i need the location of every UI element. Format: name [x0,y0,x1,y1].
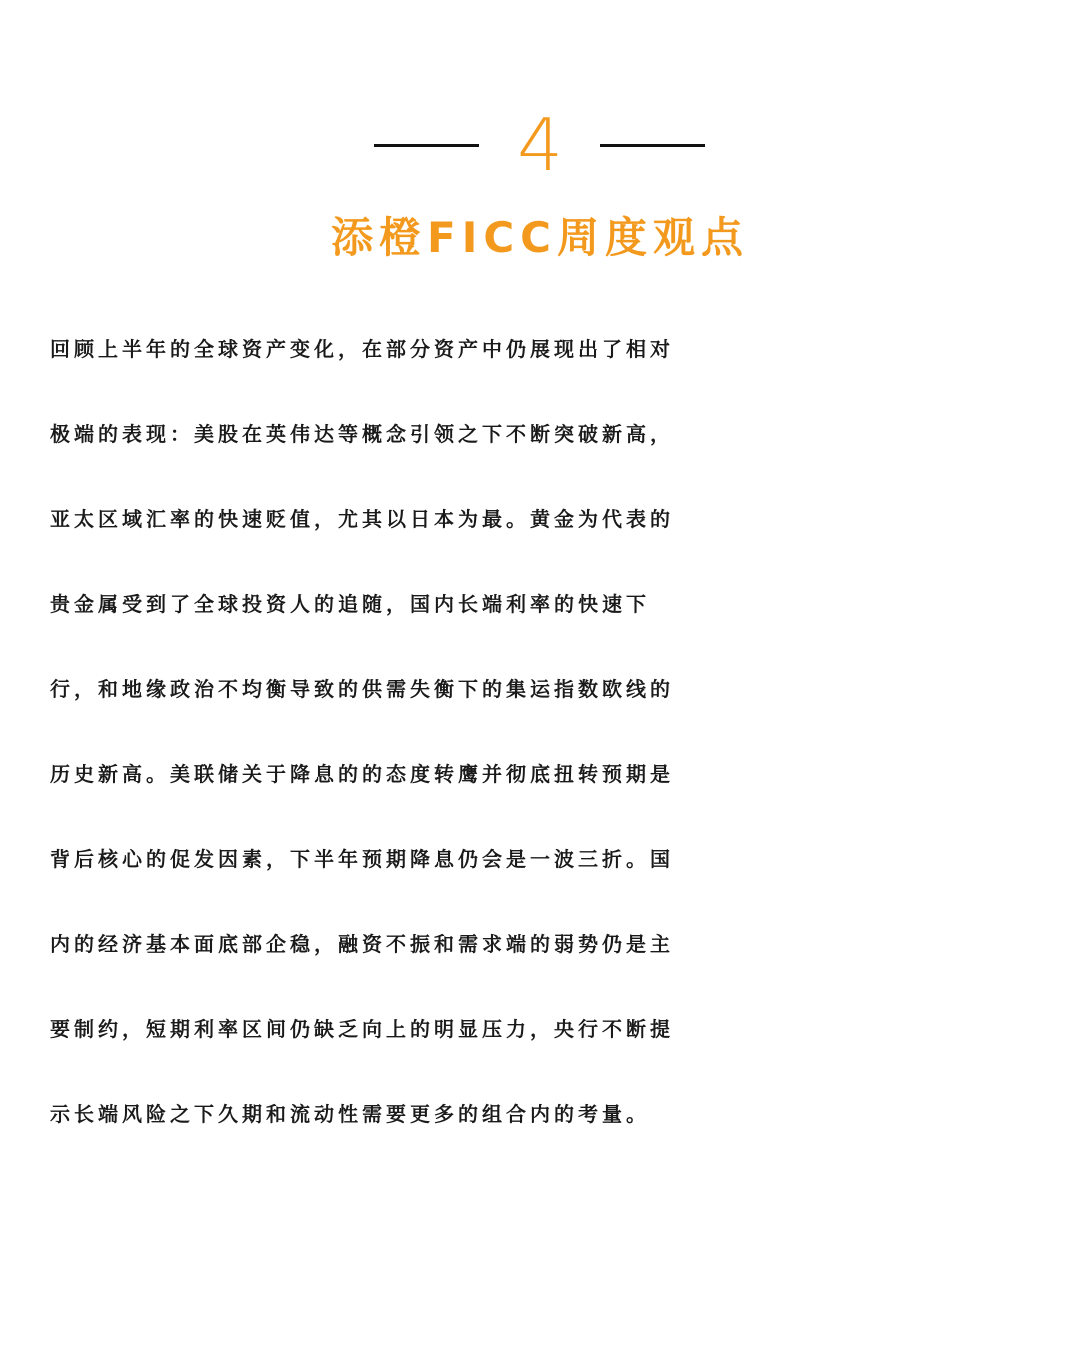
body-line: 要制约，短期利率区间仍缺乏向上的明显压力，央行不断提 [50,1017,674,1041]
section-header [0,100,1080,190]
right-divider-line [600,144,705,147]
section-title: 添橙FICC周度观点 [331,213,749,262]
body-line: 贵金属受到了全球投资人的追随，国内长端利率的快速下 [50,592,650,616]
body-line: 亚太区域汇率的快速贬值，尤其以日本为最。黄金为代表的 [50,507,674,531]
section-number: 4 [517,103,563,187]
body-text [50,307,1040,1157]
body-line: 极端的表现：美股在英伟达等概念引领之下不断突破新高， [50,422,674,446]
body-line: 背后核心的促发因素，下半年预期降息仍会是一波三折。国 [50,847,674,871]
body-line: 历史新高。美联储关于降息的的态度转鹰并彻底扭转预期是 [50,762,674,786]
body-line: 示长端风险之下久期和流动性需要更多的组合内的考量。 [50,1102,650,1126]
body-line: 内的经济基本面底部企稳，融资不振和需求端的弱势仍是主 [50,932,674,956]
body-line: 行，和地缘政治不均衡导致的供需失衡下的集运指数欧线的 [50,677,674,701]
body-line: 回顾上半年的全球资产变化，在部分资产中仍展现出了相对 [50,337,674,361]
left-divider-line [374,144,479,147]
